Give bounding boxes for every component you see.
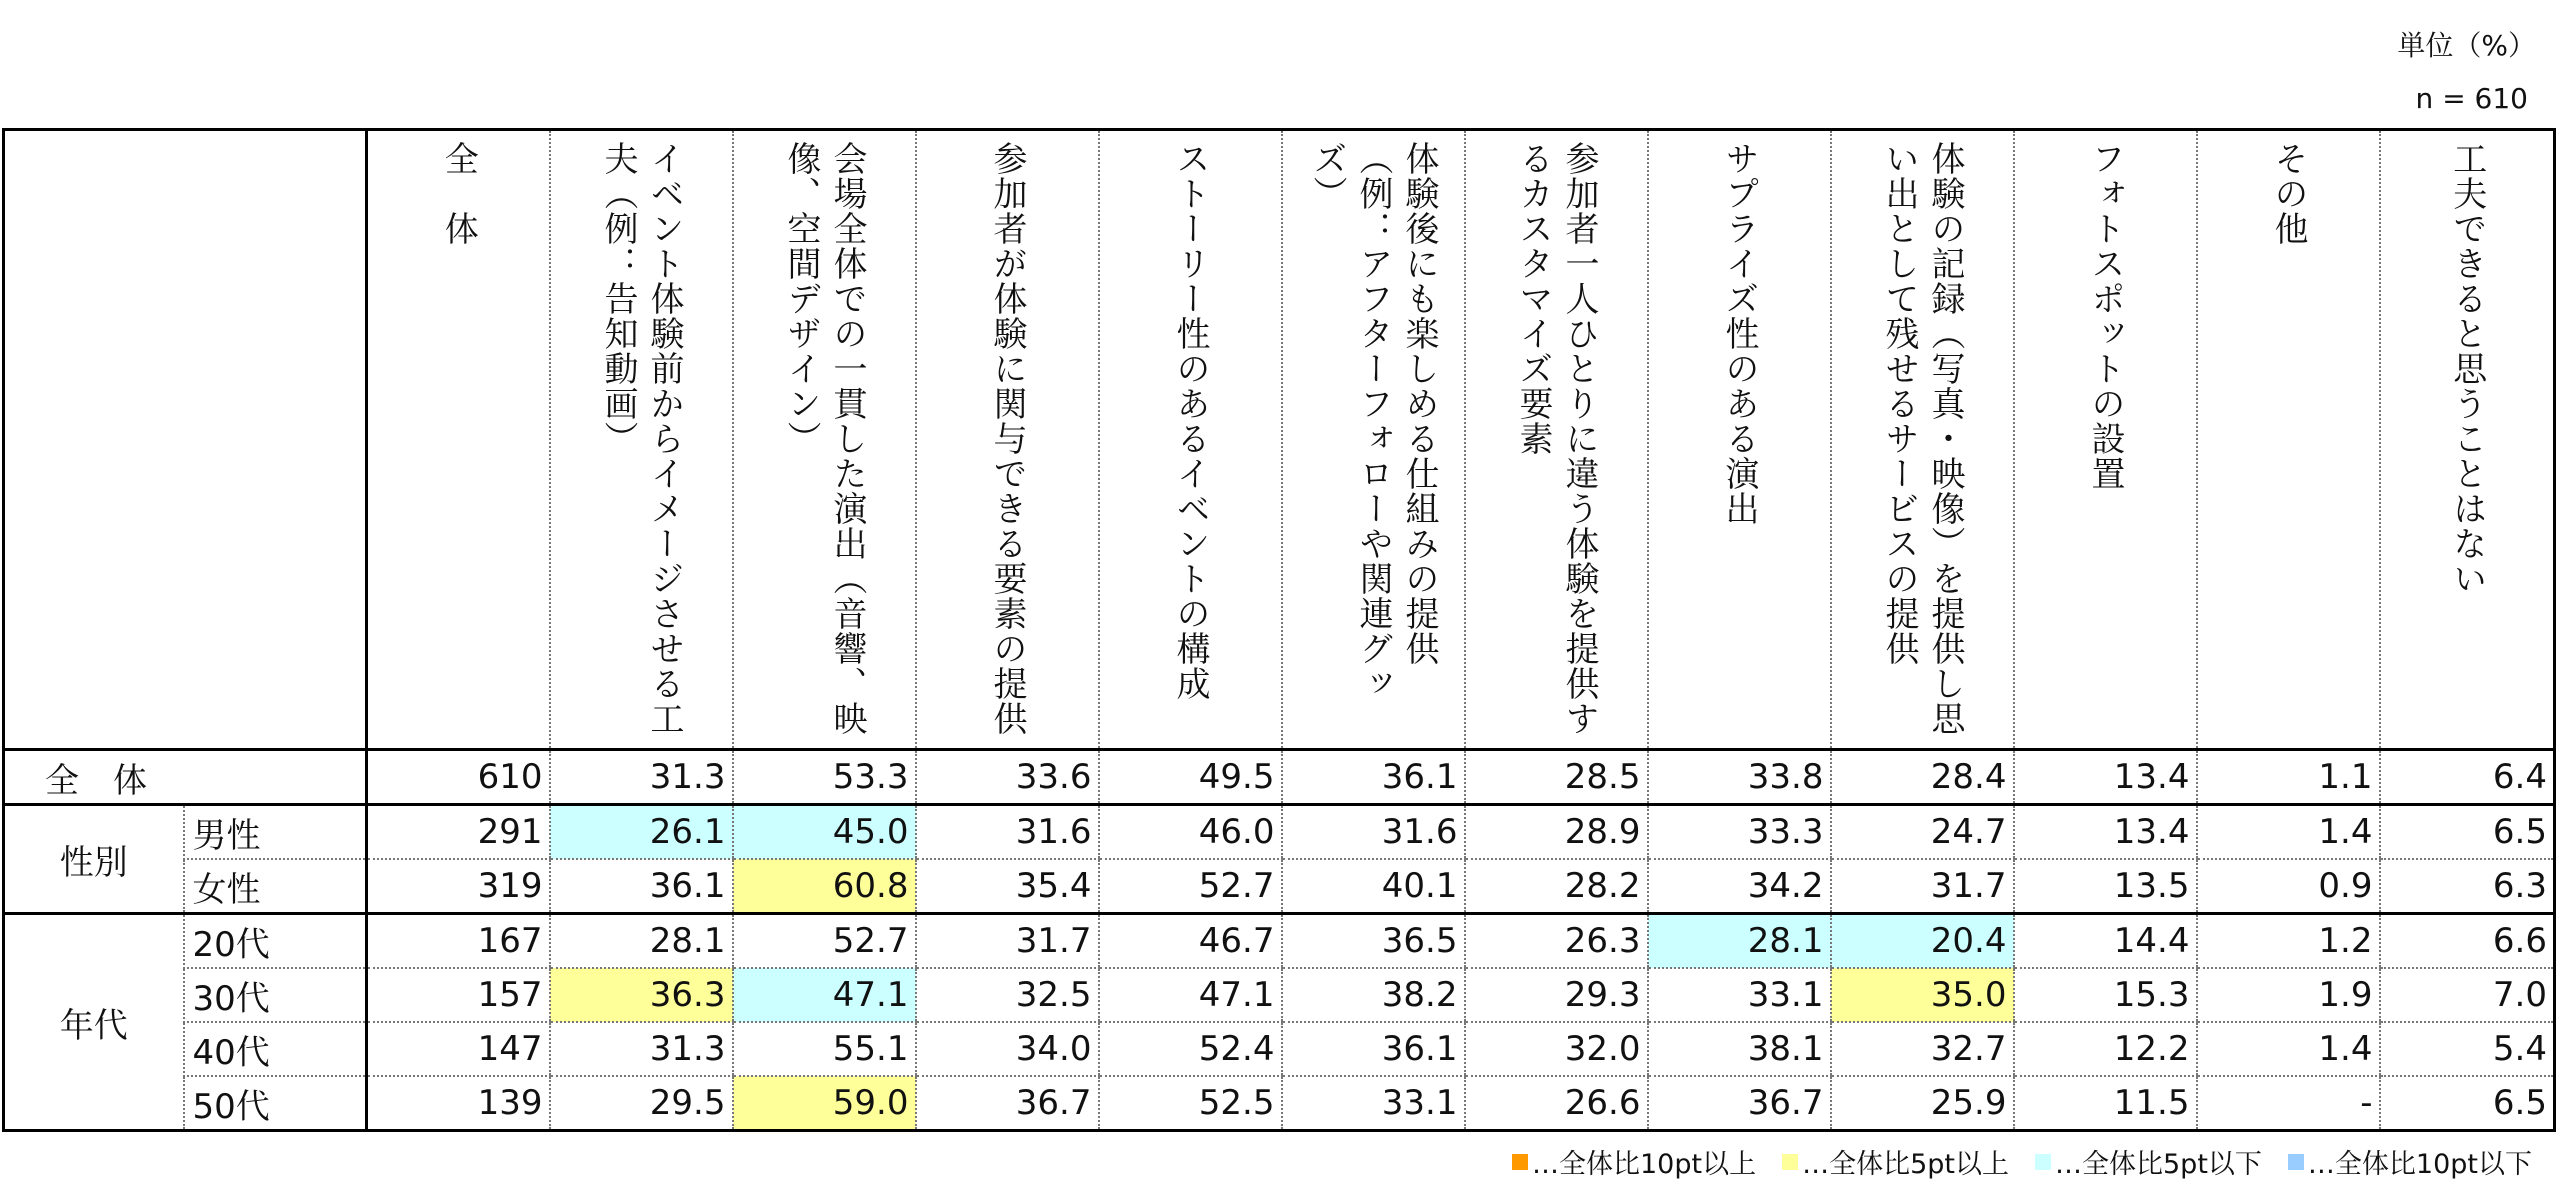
legend-label: …全体比5pt以下 — [2055, 1149, 2262, 1180]
value-cell: 1.2 — [2197, 914, 2380, 969]
value-cell: 28.2 — [1465, 859, 1648, 914]
value-cell: 60.8 — [733, 859, 916, 914]
column-header-label: その他 — [2268, 141, 2308, 246]
column-header-label: 参加者一人ひとりに違う体験を提供するカスタマイズ要素 — [1513, 141, 1599, 736]
value-cell: 36.7 — [1648, 1076, 1831, 1131]
value-cell: 49.5 — [1099, 750, 1282, 805]
column-header — [1282, 130, 1465, 750]
value-cell: 0.9 — [2197, 859, 2380, 914]
sample-count-cell: 291 — [367, 805, 550, 860]
value-cell: 1.1 — [2197, 750, 2380, 805]
value-cell: 28.5 — [1465, 750, 1648, 805]
legend-swatch — [1782, 1154, 1798, 1170]
table-row — [4, 1076, 2555, 1131]
table-row — [4, 750, 2555, 805]
legend-item — [1782, 1142, 2009, 1181]
column-header — [550, 130, 733, 750]
legend-swatch — [2288, 1154, 2304, 1170]
column-header-label: 参加者が体験に関与できる要素の提供 — [987, 141, 1027, 736]
row-label: 男性 — [184, 805, 367, 860]
value-cell: 36.3 — [550, 968, 733, 1022]
value-cell: 26.1 — [550, 805, 733, 860]
value-cell: 36.1 — [1282, 1022, 1465, 1076]
value-cell: 53.3 — [733, 750, 916, 805]
value-cell: 52.4 — [1099, 1022, 1282, 1076]
legend-item — [1512, 1142, 1756, 1181]
column-header — [2197, 130, 2380, 750]
value-cell: 31.6 — [916, 805, 1099, 860]
value-cell: 33.1 — [1282, 1076, 1465, 1131]
value-cell: 33.8 — [1648, 750, 1831, 805]
value-cell: 12.2 — [2014, 1022, 2197, 1076]
value-cell: 59.0 — [733, 1076, 916, 1131]
value-cell: 52.7 — [1099, 859, 1282, 914]
value-cell: 31.7 — [1831, 859, 2014, 914]
value-cell: 11.5 — [2014, 1076, 2197, 1131]
column-header-label: フォトスポットの設置 — [2085, 141, 2125, 491]
column-header — [2380, 130, 2555, 750]
legend-item — [2035, 1142, 2262, 1181]
value-cell: 32.0 — [1465, 1022, 1648, 1076]
row-label: 40代 — [184, 1022, 367, 1076]
row-label: 50代 — [184, 1076, 367, 1131]
legend-swatch — [2035, 1154, 2051, 1170]
value-cell: 1.9 — [2197, 968, 2380, 1022]
sample-count-cell: 157 — [367, 968, 550, 1022]
value-cell: 6.6 — [2380, 914, 2555, 969]
column-header — [733, 130, 916, 750]
value-cell: 13.4 — [2014, 750, 2197, 805]
row-label: 20代 — [184, 914, 367, 969]
sample-count-cell: 167 — [367, 914, 550, 969]
sample-count-cell: 319 — [367, 859, 550, 914]
value-cell: 28.1 — [550, 914, 733, 969]
value-cell: 13.5 — [2014, 859, 2197, 914]
value-cell: 32.7 — [1831, 1022, 2014, 1076]
value-cell: 6.5 — [2380, 1076, 2555, 1131]
value-cell: 46.7 — [1099, 914, 1282, 969]
value-cell: 31.6 — [1282, 805, 1465, 860]
value-cell: 7.0 — [2380, 968, 2555, 1022]
column-header-label: 会場全体での一貫した演出（音響、映像、空間デザイン） — [781, 141, 867, 736]
value-cell: 5.4 — [2380, 1022, 2555, 1076]
value-cell: 38.2 — [1282, 968, 1465, 1022]
value-cell: 28.1 — [1648, 914, 1831, 969]
column-header-label: 体験後にも楽しめる仕組みの提供（例：アフターフォローや関連グッズ） — [1307, 141, 1439, 701]
column-header-label: 工夫できると思うことはない — [2446, 141, 2487, 596]
value-cell: 36.7 — [916, 1076, 1099, 1131]
value-cell: 15.3 — [2014, 968, 2197, 1022]
column-header — [1831, 130, 2014, 750]
sample-count-cell: 147 — [367, 1022, 550, 1076]
value-cell: 34.2 — [1648, 859, 1831, 914]
value-cell: 32.5 — [916, 968, 1099, 1022]
value-cell: 24.7 — [1831, 805, 2014, 860]
row-label: 30代 — [184, 968, 367, 1022]
legend-swatch — [1512, 1154, 1528, 1170]
column-header — [1465, 130, 1648, 750]
column-header-label: サプライズ性のある演出 — [1719, 141, 1759, 526]
value-cell: 36.1 — [550, 859, 733, 914]
column-header-label: 全 体 — [438, 141, 479, 246]
value-cell: 26.6 — [1465, 1076, 1648, 1131]
column-header — [2014, 130, 2197, 750]
value-cell: 6.3 — [2380, 859, 2555, 914]
sample-count-cell: 610 — [367, 750, 550, 805]
value-cell: 20.4 — [1831, 914, 2014, 969]
table-row — [4, 859, 2555, 914]
value-cell: 6.4 — [2380, 750, 2555, 805]
value-cell: 29.3 — [1465, 968, 1648, 1022]
table-row — [4, 1022, 2555, 1076]
column-header — [916, 130, 1099, 750]
table-row — [4, 914, 2555, 969]
value-cell: 33.3 — [1648, 805, 1831, 860]
header-corner — [4, 130, 367, 750]
value-cell: 28.9 — [1465, 805, 1648, 860]
value-cell: 47.1 — [733, 968, 916, 1022]
value-cell: 33.6 — [916, 750, 1099, 805]
value-cell: 26.3 — [1465, 914, 1648, 969]
value-cell: 1.4 — [2197, 1022, 2380, 1076]
column-header-label: ストーリー性のあるイベントの構成 — [1170, 141, 1210, 701]
column-header — [1099, 130, 1282, 750]
value-cell: 31.3 — [550, 750, 733, 805]
value-cell: 35.4 — [916, 859, 1099, 914]
unit-label: 単位（%） — [2397, 29, 2536, 62]
row-group-label: 性別 — [4, 805, 184, 914]
value-cell: 47.1 — [1099, 968, 1282, 1022]
row-label: 女性 — [184, 859, 367, 914]
value-cell: - — [2197, 1076, 2380, 1131]
value-cell: 13.4 — [2014, 805, 2197, 860]
table-row — [4, 968, 2555, 1022]
value-cell: 45.0 — [733, 805, 916, 860]
legend-label: …全体比10pt以下 — [2307, 1149, 2532, 1180]
value-cell: 52.5 — [1099, 1076, 1282, 1131]
value-cell: 36.5 — [1282, 914, 1465, 969]
legend — [1512, 1142, 2532, 1181]
value-cell: 55.1 — [733, 1022, 916, 1076]
value-cell: 40.1 — [1282, 859, 1465, 914]
value-cell: 6.5 — [2380, 805, 2555, 860]
value-cell: 36.1 — [1282, 750, 1465, 805]
value-cell: 33.1 — [1648, 968, 1831, 1022]
column-header-label: イベント体験前からイメージさせる工夫（例：告知動画） — [598, 141, 684, 736]
legend-label: …全体比5pt以上 — [1802, 1149, 2009, 1180]
legend-item — [2288, 1142, 2532, 1181]
legend-label: …全体比10pt以上 — [1532, 1149, 1757, 1180]
value-cell: 31.7 — [916, 914, 1099, 969]
value-cell: 38.1 — [1648, 1022, 1831, 1076]
column-header-label: 体験の記録（写真・映像）を提供し思い出として残せるサービスの提供 — [1879, 141, 1965, 736]
value-cell: 31.3 — [550, 1022, 733, 1076]
row-group-label: 全 体 — [4, 750, 367, 805]
value-cell: 25.9 — [1831, 1076, 2014, 1131]
value-cell: 52.7 — [733, 914, 916, 969]
column-header — [1648, 130, 1831, 750]
value-cell: 14.4 — [2014, 914, 2197, 969]
table-row — [4, 805, 2555, 860]
value-cell: 28.4 — [1831, 750, 2014, 805]
crosstab-table — [2, 128, 2556, 1132]
value-cell: 46.0 — [1099, 805, 1282, 860]
value-cell: 1.4 — [2197, 805, 2380, 860]
column-header — [367, 130, 550, 750]
value-cell: 35.0 — [1831, 968, 2014, 1022]
value-cell: 29.5 — [550, 1076, 733, 1131]
value-cell: 34.0 — [916, 1022, 1099, 1076]
sample-size-label: n = 610 — [2415, 82, 2528, 115]
sample-count-cell: 139 — [367, 1076, 550, 1131]
row-group-label: 年代 — [4, 914, 184, 1131]
